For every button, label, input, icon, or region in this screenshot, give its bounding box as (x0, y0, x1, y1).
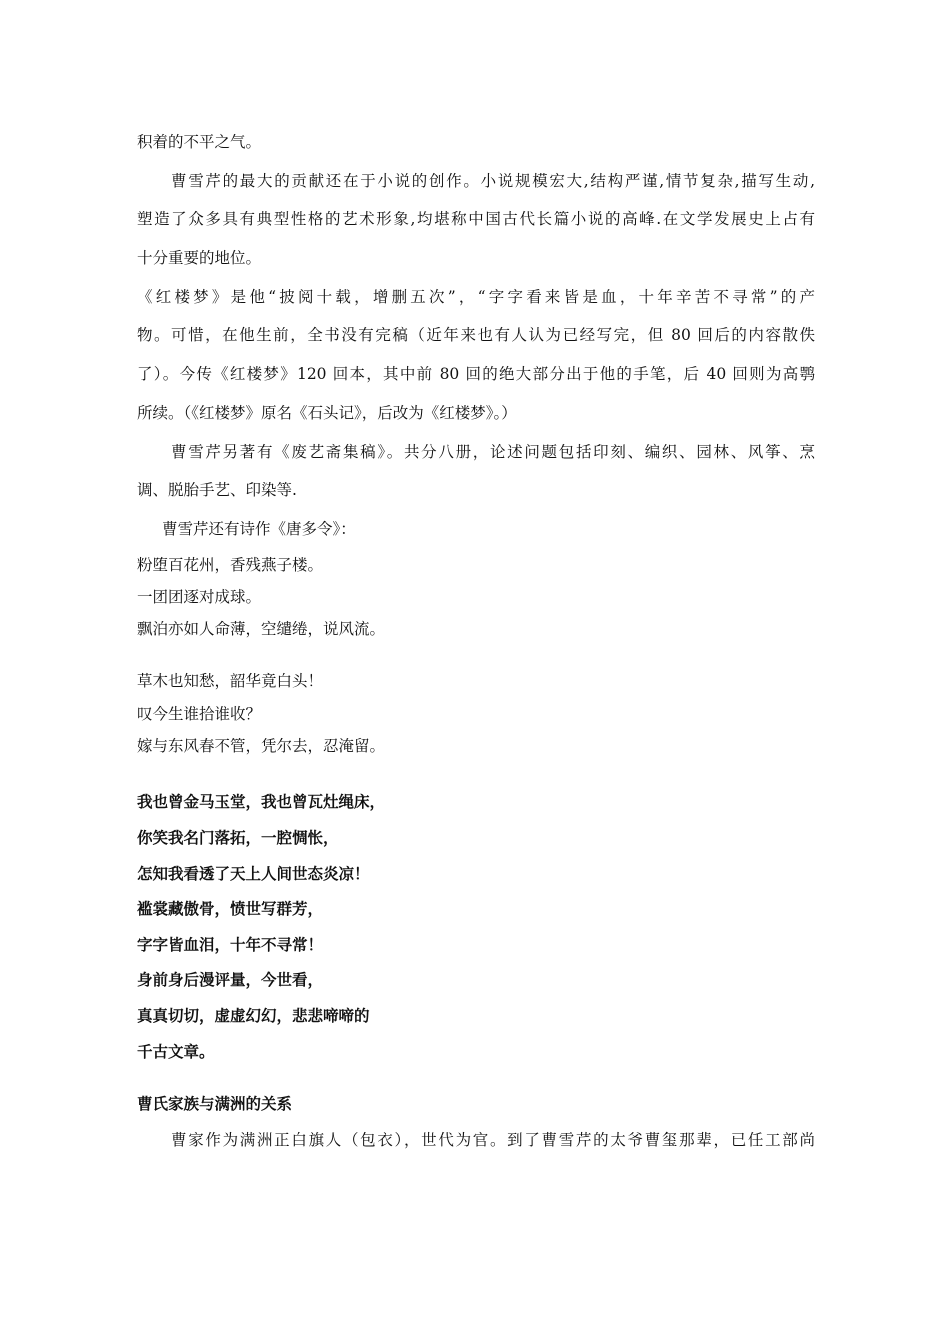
section-gap (137, 762, 815, 784)
verse-line: 字字皆血泪，十年不寻常！ (137, 934, 324, 954)
verse-line: 你笑我名门落拓，一腔惆怅， (137, 827, 339, 847)
stanza-gap (137, 645, 815, 665)
verse-line: 怎知我看透了天上人间世态炎凉！ (137, 863, 370, 883)
verse-line: 真真切切，虚虚幻幻，悲悲啼啼的 (137, 1005, 370, 1025)
paragraph-line: 了）。今传《红楼梦》120 回本，其中前 80 回的绝大部分出于他的手笔，后 40 回则为高鹗 (137, 365, 815, 384)
poem-line: 粉堕百花州，香残燕子楼。 (137, 555, 324, 574)
paragraph-line: 调、脱胎手艺、印染等. (137, 481, 297, 500)
paragraph-line: 塑造了众多具有典型性格的艺术形象,均堪称中国古代长篇小说的高峰.在文学发展史上占有 (137, 210, 815, 229)
paragraph-other-works (137, 433, 815, 510)
poem-line: 叹今生谁拾谁收？ (137, 704, 262, 723)
poem-line: 草木也知愁，韶华竟白头！ (137, 672, 324, 691)
paragraph-line: 曹雪芹的最大的贡献还在于小说的创作。小说规模宏大,结构严谨,情节复杂,描写生动, (171, 171, 815, 190)
poem-line: 一团团逐对成球。 (137, 587, 262, 606)
paragraph-novel-contribution (137, 162, 815, 278)
verse-line: 我也曾金马玉堂，我也曾瓦灶绳床， (137, 792, 386, 812)
verse-line: 千古文章。 (137, 1041, 215, 1061)
paragraph-line: 所续。（《红楼梦》原名《石头记》，后改为《红楼梦》。） (137, 403, 517, 422)
paragraph-family (137, 1121, 815, 1160)
verse-line: 褴裳藏傲骨，愤世写群芳， (137, 899, 324, 919)
document-body (137, 123, 815, 1160)
paragraph-hongloumeng (137, 278, 815, 433)
poem-stanza-1 (137, 549, 815, 646)
paragraph-line: 曹家作为满洲正白旗人（包衣），世代为官。到了曹雪芹的太爷曹玺那辈，已任工部尚 (171, 1131, 815, 1150)
paragraph-line: 《红楼梦》是他“披阅十载，增删五次”，“字字看来皆是血，十年辛苦不寻常”的产 (137, 287, 815, 306)
poem-intro: 曹雪芹还有诗作《唐多令》： (162, 519, 356, 538)
section-gap (137, 1069, 815, 1087)
section-heading: 曹氏家族与满洲的关系 (137, 1094, 293, 1114)
verse-line: 身前身后漫评量，今世看， (137, 970, 324, 990)
paragraph-line: 物。可惜，在他生前，全书没有完稿（近年来也有人认为已经写完，但 80 回后的内容散佚 (137, 326, 815, 345)
bold-verse (137, 784, 815, 1069)
opening-line: 积着的不平之气。 (137, 133, 262, 151)
paragraph-line: 十分重要的地位。 (137, 249, 262, 268)
poem-line: 嫁与东风春不管，凭尔去，忍淹留。 (137, 737, 386, 756)
poem-stanza-2 (137, 665, 815, 762)
paragraph-line: 曹雪芹另著有《废艺斋集稿》。共分八册，论述问题包括印刻、编织、园林、风筝、烹 (171, 442, 815, 461)
poem-line: 飘泊亦如人命薄，空缱绻，说风流。 (137, 620, 386, 639)
